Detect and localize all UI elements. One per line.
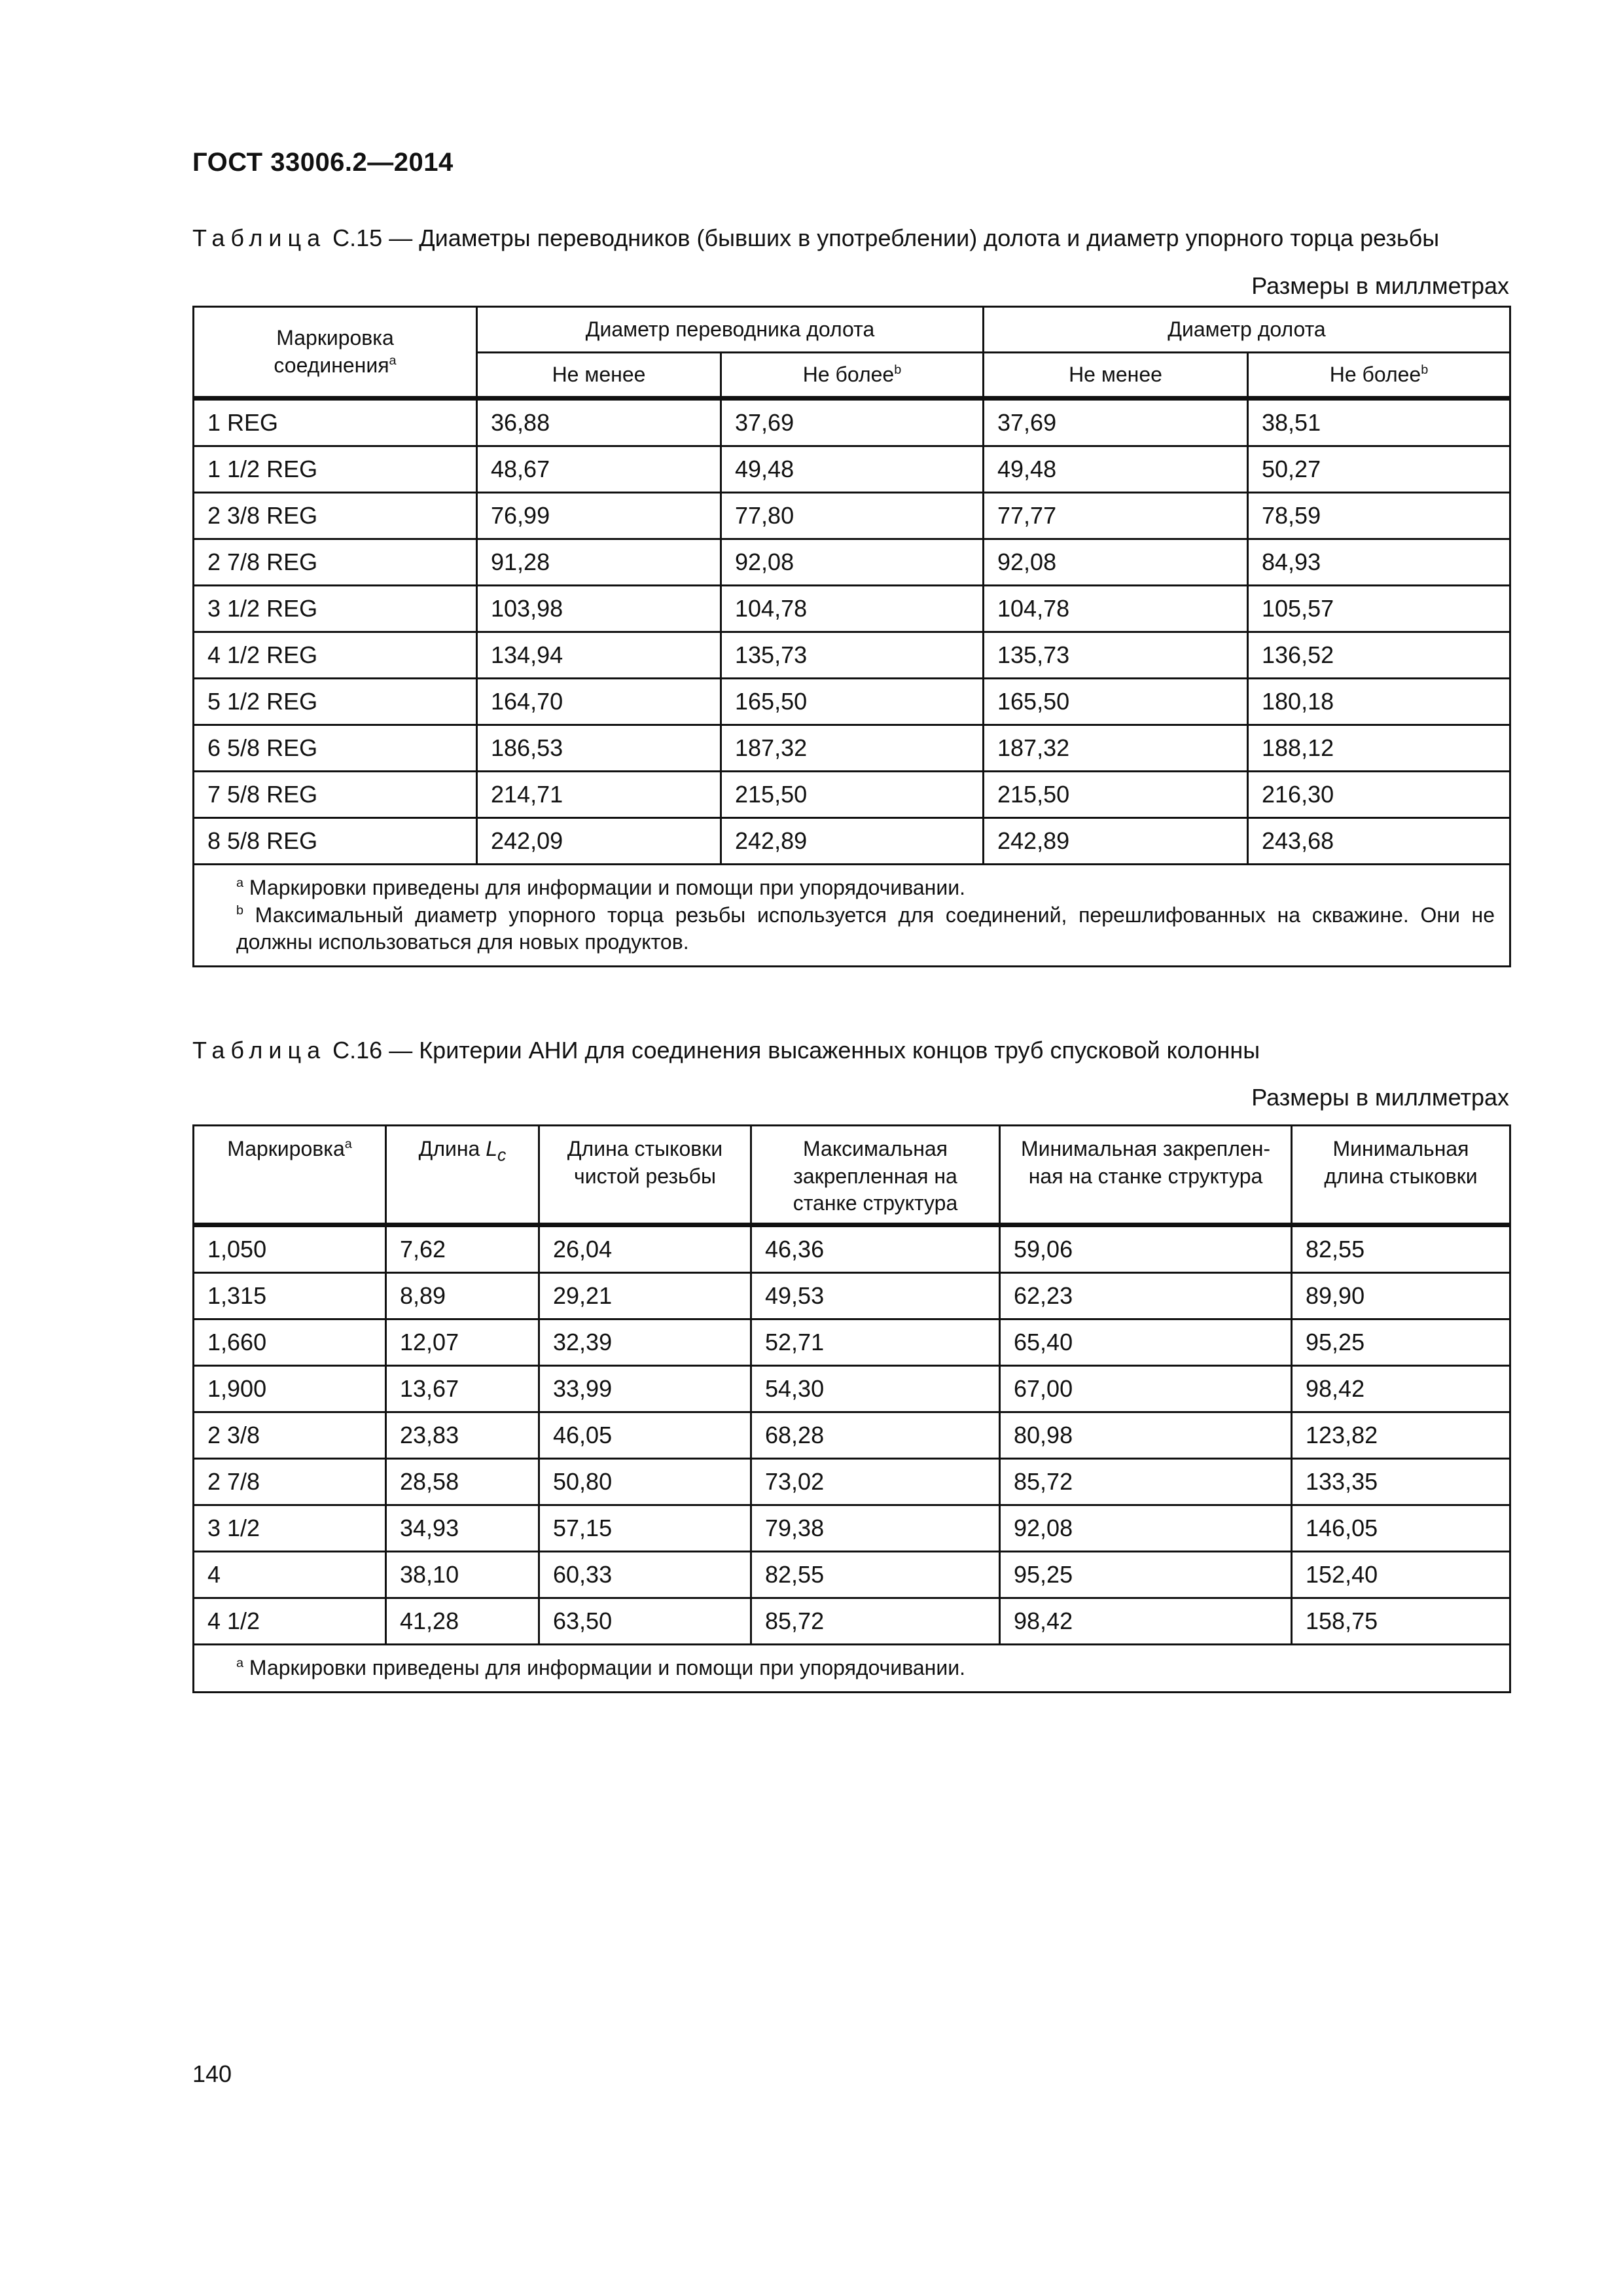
cell-length-lc: 8,89 [386, 1273, 539, 1319]
cell-sub-max: 49,48 [721, 446, 984, 493]
cell-sub-max: 165,50 [721, 679, 984, 725]
table-15 [192, 306, 1511, 967]
cell-bit-max: 38,51 [1248, 399, 1510, 446]
cell-marking: 1,315 [194, 1273, 386, 1319]
header-clean-thread-line2: чистой резьбы [574, 1164, 716, 1188]
cell-bit-min: 104,78 [984, 586, 1248, 632]
table-row [194, 1366, 1510, 1412]
cell-min-length: 123,82 [1292, 1412, 1510, 1459]
header-length-label: Длина [418, 1137, 486, 1160]
table-15-units: Размеры в миллметрах [1251, 272, 1509, 299]
table-row [194, 539, 1510, 586]
footnote-a-text: Маркировки приведены для информации и помощи при упорядочивании. [243, 876, 965, 899]
cell-bit-min: 135,73 [984, 632, 1248, 679]
cell-bit-max: 78,59 [1248, 493, 1510, 539]
header-length-lc [386, 1126, 539, 1225]
header-marking-line2: соединения [274, 353, 389, 377]
cell-marking: 8 5/8 REG [194, 818, 477, 865]
cell-bit-max: 180,18 [1248, 679, 1510, 725]
cell-min-length: 98,42 [1292, 1366, 1510, 1412]
header-min-structure-line1: Минимальная закреплен- [1020, 1137, 1271, 1160]
table-row [194, 399, 1510, 446]
cell-marking: 2 3/8 [194, 1412, 386, 1459]
table-row [194, 772, 1510, 818]
cell-min-length: 133,35 [1292, 1459, 1510, 1505]
cell-marking: 2 7/8 REG [194, 539, 477, 586]
cell-min-length: 82,55 [1292, 1225, 1510, 1273]
footnote-a-ref: a [344, 1137, 352, 1152]
cell-bit-max: 84,93 [1248, 539, 1510, 586]
table-row [194, 446, 1510, 493]
header-marking [194, 307, 477, 399]
table-16-caption-lead: Таблица [192, 1037, 327, 1064]
footnote-b-mark: b [236, 903, 244, 918]
cell-clean-thread: 50,80 [539, 1459, 751, 1505]
cell-bit-min: 49,48 [984, 446, 1248, 493]
cell-length-lc: 38,10 [386, 1552, 539, 1598]
cell-sub-min: 134,94 [477, 632, 721, 679]
cell-marking: 4 1/2 [194, 1598, 386, 1645]
cell-bit-min: 242,89 [984, 818, 1248, 865]
footnote-b [209, 902, 1495, 956]
cell-min-length: 146,05 [1292, 1505, 1510, 1552]
table-15-caption-lead: Таблица [192, 224, 327, 251]
cell-bit-max: 50,27 [1248, 446, 1510, 493]
cell-marking: 2 7/8 [194, 1459, 386, 1505]
cell-marking: 4 1/2 REG [194, 632, 477, 679]
table-row [194, 1412, 1510, 1459]
header-max-2-label: Не более [1329, 362, 1421, 386]
cell-sub-min: 242,09 [477, 818, 721, 865]
cell-sub-min: 186,53 [477, 725, 721, 772]
cell-sub-min: 36,88 [477, 399, 721, 446]
cell-length-lc: 12,07 [386, 1319, 539, 1366]
table-row [194, 1319, 1510, 1366]
table-16-units: Размеры в миллметрах [1251, 1084, 1509, 1111]
cell-bit-max: 188,12 [1248, 725, 1510, 772]
table-row [194, 1598, 1510, 1645]
cell-marking: 1 REG [194, 399, 477, 446]
table-16-caption-text: С.16 — Критерии АНИ для соединения высаженных концов труб спусковой колонны [326, 1037, 1260, 1064]
cell-marking: 1 1/2 REG [194, 446, 477, 493]
footnote-a [209, 874, 1495, 902]
cell-min-structure: 92,08 [1000, 1505, 1292, 1552]
cell-length-lc: 23,83 [386, 1412, 539, 1459]
cell-marking: 1,050 [194, 1225, 386, 1273]
cell-clean-thread: 29,21 [539, 1273, 751, 1319]
header-length-sub: c [497, 1145, 507, 1165]
cell-min-structure: 59,06 [1000, 1225, 1292, 1273]
header-max-2 [1248, 353, 1510, 399]
table-16-caption [192, 1037, 1260, 1064]
cell-clean-thread: 60,33 [539, 1552, 751, 1598]
footnote-b-text: Максимальный диаметр упорного торца резьбы используется для соединений, перешлифованных на скважине. Они не должны использоваться для новых продуктов. [236, 903, 1495, 954]
header-sub-diameter: Диаметр переводника долота [477, 307, 984, 353]
header-max-1-label: Не более [802, 362, 895, 386]
cell-marking: 1,900 [194, 1366, 386, 1412]
header-min-length [1292, 1126, 1510, 1225]
cell-bit-max: 136,52 [1248, 632, 1510, 679]
header-max-structure [751, 1126, 1000, 1225]
header-marking-label: Маркировка [227, 1137, 345, 1160]
cell-max-structure: 73,02 [751, 1459, 1000, 1505]
cell-min-structure: 80,98 [1000, 1412, 1292, 1459]
cell-bit-min: 92,08 [984, 539, 1248, 586]
cell-clean-thread: 26,04 [539, 1225, 751, 1273]
cell-length-lc: 34,93 [386, 1505, 539, 1552]
cell-max-structure: 82,55 [751, 1552, 1000, 1598]
cell-clean-thread: 46,05 [539, 1412, 751, 1459]
header-max-1 [721, 353, 984, 399]
cell-marking: 4 [194, 1552, 386, 1598]
cell-length-lc: 41,28 [386, 1598, 539, 1645]
table-row [194, 586, 1510, 632]
table-row [194, 1225, 1510, 1273]
cell-sub-max: 92,08 [721, 539, 984, 586]
header-min-structure [1000, 1126, 1292, 1225]
cell-max-structure: 68,28 [751, 1412, 1000, 1459]
table-row [194, 493, 1510, 539]
footnote-a-mark: a [236, 876, 244, 891]
cell-bit-min: 165,50 [984, 679, 1248, 725]
header-marking [194, 1126, 386, 1225]
cell-length-lc: 13,67 [386, 1366, 539, 1412]
cell-clean-thread: 33,99 [539, 1366, 751, 1412]
footnote-b-ref: b [894, 362, 902, 377]
header-min-1: Не менее [477, 353, 721, 399]
table-row [194, 1273, 1510, 1319]
cell-min-length: 158,75 [1292, 1598, 1510, 1645]
header-min-structure-line2: ная на станке структура [1028, 1164, 1263, 1188]
header-min-2: Не менее [984, 353, 1248, 399]
cell-bit-min: 37,69 [984, 399, 1248, 446]
cell-min-structure: 85,72 [1000, 1459, 1292, 1505]
cell-clean-thread: 32,39 [539, 1319, 751, 1366]
table-row [194, 725, 1510, 772]
cell-sub-min: 48,67 [477, 446, 721, 493]
cell-sub-max: 135,73 [721, 632, 984, 679]
table-row [194, 1552, 1510, 1598]
cell-length-lc: 7,62 [386, 1225, 539, 1273]
table-row [194, 632, 1510, 679]
cell-min-structure: 62,23 [1000, 1273, 1292, 1319]
cell-marking: 3 1/2 REG [194, 586, 477, 632]
cell-bit-max: 243,68 [1248, 818, 1510, 865]
cell-bit-min: 215,50 [984, 772, 1248, 818]
cell-sub-max: 37,69 [721, 399, 984, 446]
table-row [194, 1505, 1510, 1552]
cell-length-lc: 28,58 [386, 1459, 539, 1505]
table-15-notes [194, 865, 1510, 967]
cell-clean-thread: 57,15 [539, 1505, 751, 1552]
page-number: 140 [192, 2060, 232, 2087]
header-marking-line1: Маркировка [276, 325, 394, 350]
cell-bit-max: 216,30 [1248, 772, 1510, 818]
cell-marking: 1,660 [194, 1319, 386, 1366]
cell-min-length: 95,25 [1292, 1319, 1510, 1366]
cell-max-structure: 49,53 [751, 1273, 1000, 1319]
header-length-var: L [486, 1137, 498, 1160]
cell-min-length: 152,40 [1292, 1552, 1510, 1598]
cell-sub-max: 242,89 [721, 818, 984, 865]
cell-bit-max: 105,57 [1248, 586, 1510, 632]
cell-marking: 2 3/8 REG [194, 493, 477, 539]
cell-min-structure: 98,42 [1000, 1598, 1292, 1645]
header-min-length-line2: длина стыковки [1324, 1164, 1478, 1188]
cell-sub-max: 77,80 [721, 493, 984, 539]
cell-max-structure: 54,30 [751, 1366, 1000, 1412]
header-clean-thread-line1: Длина стыковки [567, 1137, 723, 1160]
cell-bit-min: 77,77 [984, 493, 1248, 539]
header-max-structure-line1: Максимальная [803, 1137, 948, 1160]
cell-sub-min: 164,70 [477, 679, 721, 725]
cell-sub-max: 104,78 [721, 586, 984, 632]
header-bit-diameter: Диаметр долота [984, 307, 1510, 353]
header-max-structure-line2: закрепленная на [793, 1164, 957, 1188]
header-min-length-line1: Минимальная [1332, 1137, 1469, 1160]
cell-sub-min: 91,28 [477, 539, 721, 586]
header-max-structure-line3: станке структура [793, 1191, 958, 1215]
cell-marking: 5 1/2 REG [194, 679, 477, 725]
cell-sub-min: 103,98 [477, 586, 721, 632]
cell-max-structure: 85,72 [751, 1598, 1000, 1645]
table-16-notes [194, 1645, 1510, 1693]
cell-sub-min: 76,99 [477, 493, 721, 539]
cell-sub-max: 187,32 [721, 725, 984, 772]
table-15-caption [192, 224, 1439, 252]
table-row [194, 1459, 1510, 1505]
cell-marking: 3 1/2 [194, 1505, 386, 1552]
table-16 [192, 1124, 1511, 1693]
cell-sub-min: 214,71 [477, 772, 721, 818]
table-row [194, 679, 1510, 725]
cell-max-structure: 79,38 [751, 1505, 1000, 1552]
cell-max-structure: 52,71 [751, 1319, 1000, 1366]
cell-sub-max: 215,50 [721, 772, 984, 818]
table-15-caption-text: С.15 — Диаметры переводников (бывших в употреблении) долота и диаметр упорного торца резьбы [326, 224, 1440, 251]
cell-min-structure: 67,00 [1000, 1366, 1292, 1412]
cell-marking: 6 5/8 REG [194, 725, 477, 772]
cell-bit-min: 187,32 [984, 725, 1248, 772]
cell-marking: 7 5/8 REG [194, 772, 477, 818]
footnote-a-ref: a [389, 353, 397, 368]
table-row [194, 818, 1510, 865]
document-code: ГОСТ 33006.2—2014 [192, 148, 454, 177]
cell-min-length: 89,90 [1292, 1273, 1510, 1319]
cell-clean-thread: 63,50 [539, 1598, 751, 1645]
cell-min-structure: 95,25 [1000, 1552, 1292, 1598]
footnote-a-mark: a [236, 1656, 244, 1671]
cell-min-structure: 65,40 [1000, 1319, 1292, 1366]
footnote-a-text: Маркировки приведены для информации и помощи при упорядочивании. [243, 1656, 965, 1679]
footnote-a [209, 1655, 1495, 1682]
footnote-b-ref: b [1421, 362, 1429, 377]
cell-max-structure: 46,36 [751, 1225, 1000, 1273]
header-clean-thread-length [539, 1126, 751, 1225]
